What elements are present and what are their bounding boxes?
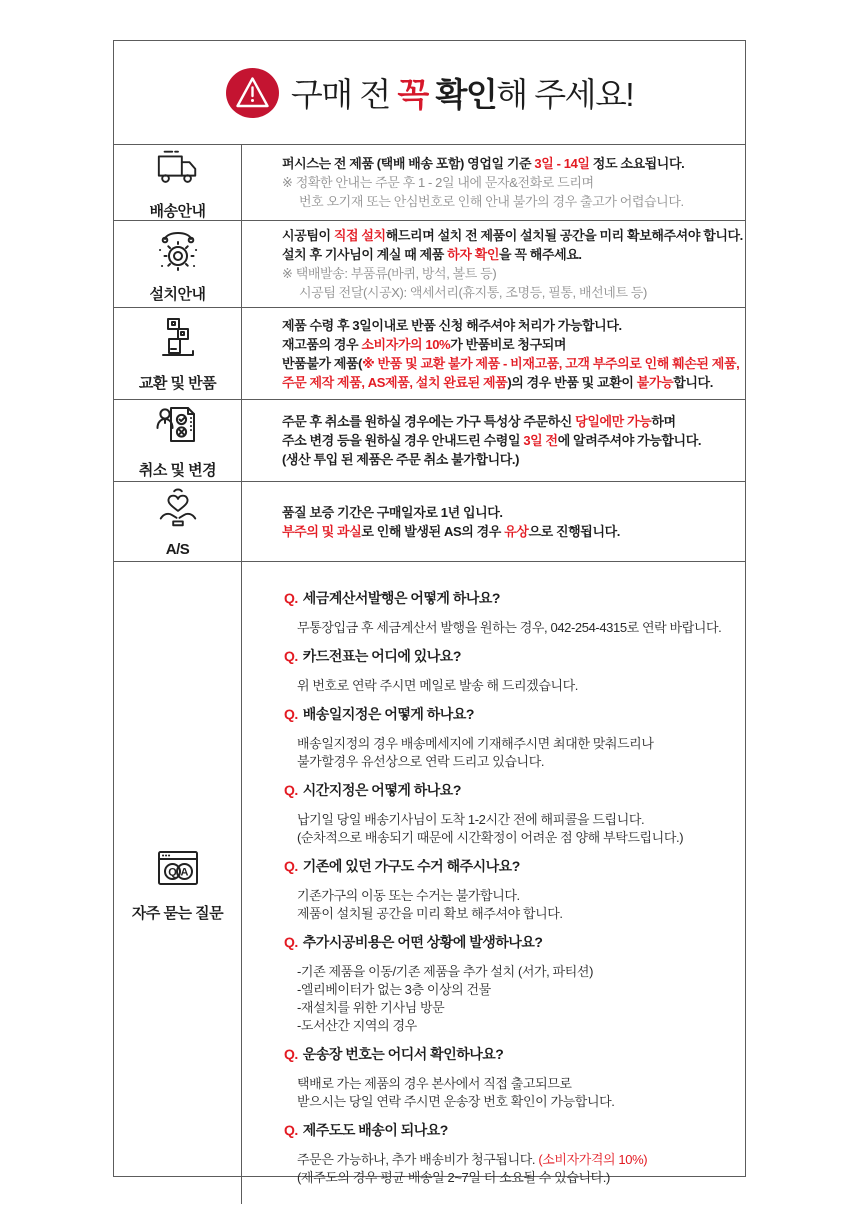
- faq-answer-line: [297, 1151, 737, 1169]
- notice-header: [114, 41, 745, 145]
- faq-answer: [297, 619, 737, 637]
- faq-answer-line: [297, 1093, 737, 1111]
- faq-answer-line: [297, 677, 737, 695]
- faq-question: [284, 1120, 737, 1140]
- text-segment: 하며: [651, 414, 676, 429]
- text-segment: 제품 수령 후 3일이내로 반품 신청 해주셔야 처리가 가능합니다.: [282, 317, 622, 333]
- text-segment: 로 인해 발생된 AS의 경우: [361, 523, 505, 539]
- section-label-cancel: 취소 및 변경: [138, 462, 217, 479]
- text-segment: -도서산간 지역의 경우: [297, 1018, 417, 1033]
- section-label-delivery: 배송안내: [149, 203, 206, 220]
- faq-answer: [297, 963, 737, 1035]
- section-text-cancel: [242, 400, 745, 481]
- text-segment: 구매 전: [290, 76, 398, 113]
- boxes-icon: [154, 314, 202, 367]
- purchase-notice-sheet: [113, 40, 746, 1185]
- text-segment: 불가능: [636, 374, 674, 390]
- faq-question: [284, 588, 737, 608]
- qa-window-icon: [154, 844, 202, 897]
- section-label-faq: 자주 묻는 질문: [131, 904, 224, 922]
- text-segment: 배송일지정의 경우 배송메세지에 기재해주시면 최대한 맞춰드리나: [297, 736, 654, 751]
- notice-rows: [114, 145, 745, 1204]
- faq-question-text: 추가시공비용은 어떤 상황에 발생하나요?: [302, 934, 543, 950]
- text-segment: -기존 제품을 이동/기존 제품을 추가 설치 (서가, 파티션): [297, 964, 594, 979]
- text-segment: 해드리며 설치 전 제품이 설치될 공간을 미리 확보해주셔야 합니다.: [385, 228, 743, 243]
- faq-question: [284, 646, 737, 666]
- hands-heart-icon: [155, 485, 201, 536]
- text-segment: ※ 정확한 안내는 주문 후 1 - 2일 내에 문자&전화로 드리며: [282, 175, 594, 190]
- text-segment: 설치 후 기사님이 계실 때 제품: [282, 247, 448, 262]
- section-label-install: 설치안내: [149, 285, 206, 303]
- text-segment: 주문 후 취소를 원하실 경우에는 가구 특성상 주문하신: [282, 414, 576, 429]
- section-text-install: [242, 221, 753, 307]
- faq-answer-line: [297, 1169, 737, 1187]
- section-text-line: [282, 264, 743, 283]
- text-segment: 품질 보증 기간은 구매일자로 1년 입니다.: [282, 504, 503, 520]
- icon-cell-faq: [114, 562, 242, 1204]
- text-segment: 꼭: [397, 76, 428, 113]
- section-as: [114, 482, 745, 562]
- section-return: [114, 308, 745, 400]
- text-segment: 직접 설치: [333, 228, 386, 243]
- text-segment: (소비자가격의 10%): [538, 1152, 648, 1167]
- faq-q-prefix: Q.: [284, 782, 298, 798]
- section-text-line: [282, 522, 735, 541]
- text-segment: 시공팀이: [282, 228, 334, 243]
- section-text-line: [282, 192, 735, 211]
- text-segment: 재고품의 경우: [282, 336, 362, 352]
- faq-q-prefix: Q.: [284, 1122, 298, 1138]
- faq-answer: [297, 887, 737, 923]
- page-title: [291, 69, 633, 116]
- faq-answer-line: [297, 999, 737, 1017]
- text-segment: 주소 변경 등을 원하실 경우 안내드린 수령일: [282, 433, 524, 448]
- text-segment: 에 알려주셔야 가능합니다.: [557, 433, 702, 448]
- text-segment: 합니다.: [673, 374, 713, 390]
- text-segment: ※ 반품 및 교환 불가 제품 - 비재고품, 고객 부주의로 인해 훼손된 제품,: [362, 355, 740, 371]
- icon-cell-return: [114, 308, 242, 399]
- faq-answer-line: [297, 905, 737, 923]
- section-text-delivery: [242, 145, 745, 220]
- text-segment: 반품불가 제품(: [282, 355, 363, 371]
- section-label-return: 교환 및 반품: [138, 375, 217, 392]
- faq-answer: [297, 735, 737, 771]
- text-segment: 받으시는 당일 연락 주시면 운송장 번호 확인이 가능합니다.: [297, 1094, 615, 1109]
- text-segment: 위 번호로 연락 주시면 메일로 발송 해 드리겠습니다.: [297, 678, 579, 693]
- faq-q-prefix: Q.: [284, 590, 298, 606]
- faq-answer-line: [297, 981, 737, 999]
- text-segment: 해 주세요!: [496, 76, 634, 113]
- text-segment: 택배로 가는 제품의 경우 본사에서 직접 출고되므로: [297, 1076, 572, 1091]
- section-text-line: [282, 316, 739, 335]
- faq-answer-line: [297, 1075, 737, 1093]
- text-segment: 확인: [435, 76, 497, 113]
- faq-q-prefix: Q.: [284, 858, 298, 874]
- text-segment: 제품이 설치될 공간을 미리 확보 해주셔야 합니다.: [297, 906, 563, 921]
- faq-question-text: 세금계산서발행은 어떻게 하나요?: [302, 590, 500, 606]
- text-segment: 정도 소요됩니다.: [589, 156, 685, 171]
- text-segment: 유상: [504, 523, 529, 539]
- text-segment: 으로 진행됩니다.: [528, 523, 620, 539]
- section-cancel: [114, 400, 745, 482]
- text-segment: 가 반품비로 청구되며: [450, 336, 567, 352]
- section-text-line: [282, 245, 743, 264]
- section-text-line: [282, 354, 739, 373]
- text-segment: )의 경우 반품 및 교환이: [507, 374, 637, 390]
- text-segment: 무통장입금 후 세금계산서 발행을 원하는 경우, 042-254-4315로 연락 바랍니다.: [297, 620, 722, 635]
- icon-cell-install: [114, 221, 242, 307]
- section-label-as: A/S: [165, 541, 190, 558]
- text-segment: 을 꼭 해주세요.: [499, 247, 582, 262]
- faq-question-text: 배송일지정은 어떻게 하나요?: [302, 706, 474, 722]
- faq-list: [242, 562, 745, 1204]
- faq-answer-line: [297, 619, 737, 637]
- text-segment: 당일에만 가능: [575, 414, 652, 429]
- text-segment: 3일 - 14일: [534, 156, 590, 171]
- svg-text:Q: Q: [167, 866, 177, 878]
- faq-answer-line: [297, 887, 737, 905]
- text-segment: 시공팀 전달(시공X): 액세서리(휴지통, 조명등, 필통, 배선네트 등): [299, 285, 647, 300]
- person-document-icon: [154, 401, 202, 454]
- faq-q-prefix: Q.: [284, 934, 298, 950]
- faq-answer-line: [297, 735, 737, 753]
- faq-answer: [297, 677, 737, 695]
- section-text-line: [282, 226, 743, 245]
- section-text-line: [282, 335, 739, 354]
- text-segment: (생산 투입 된 제품은 주문 취소 불가합니다.): [282, 452, 520, 467]
- faq-answer-line: [297, 1017, 737, 1035]
- text-segment: 부주의 및 과실: [282, 523, 362, 539]
- section-text-return: [242, 308, 749, 399]
- text-segment: 주문 제작 제품, AS제품, 설치 완료된 제품: [282, 374, 508, 390]
- text-segment: 기존가구의 이동 또는 수거는 불가합니다.: [297, 888, 520, 903]
- faq-question-text: 운송장 번호는 어디서 확인하나요?: [302, 1046, 504, 1062]
- faq-q-prefix: Q.: [284, 706, 298, 722]
- text-segment: (제주도의 경우 평균 배송일 2~7일 더 소요될 수 있습니다.): [297, 1170, 610, 1185]
- section-text-line: [282, 450, 735, 469]
- section-install: [114, 221, 745, 308]
- text-segment: 납기일 당일 배송기사님이 도착 1-2시간 전에 해피콜을 드립니다.: [297, 812, 645, 827]
- text-segment: 소비자가의 10%: [361, 336, 451, 352]
- text-segment: 주문은 가능하나, 추가 배송비가 청구됩니다.: [297, 1152, 539, 1167]
- faq-question: [284, 780, 737, 800]
- faq-answer: [297, 811, 737, 847]
- section-text-line: [282, 503, 735, 522]
- faq-question-text: 기존에 있던 가구도 수거 해주시나요?: [302, 858, 520, 874]
- faq-answer-line: [297, 811, 737, 829]
- text-segment: (순차적으로 배송되기 때문에 시간확정이 어려운 점 양해 부탁드립니다.): [297, 830, 684, 845]
- faq-answer-line: [297, 963, 737, 981]
- text-segment: 3일 전: [523, 433, 558, 448]
- text-segment: -재설치를 위한 기사님 방문: [297, 1000, 445, 1015]
- section-text-line: [282, 431, 735, 450]
- faq-q-prefix: Q.: [284, 1046, 298, 1062]
- section-text-as: [242, 482, 745, 561]
- section-text-line: [282, 154, 735, 173]
- faq-answer-line: [297, 753, 737, 771]
- faq-question-text: 제주도도 배송이 되나요?: [302, 1122, 448, 1138]
- section-text-line: [282, 283, 743, 302]
- faq-q-prefix: Q.: [284, 648, 298, 664]
- section-faq: [114, 562, 745, 1204]
- truck-icon: [155, 144, 201, 195]
- section-text-line: [282, 373, 739, 392]
- text-segment: -엘리베이터가 없는 3층 이상의 건물: [297, 982, 491, 997]
- faq-question-text: 카드전표는 어디에 있나요?: [302, 648, 461, 664]
- faq-question-text: 시간지정은 어떻게 하나요?: [302, 782, 461, 798]
- text-segment: ※ 택배발송: 부품류(바퀴, 방석, 볼트 등): [282, 266, 497, 281]
- faq-question: [284, 1044, 737, 1064]
- icon-cell-delivery: [114, 145, 242, 220]
- text-segment: 퍼시스는 전 제품 (택배 배송 포함) 영업일 기준: [282, 156, 535, 171]
- text-segment: 하자 확인: [447, 247, 500, 262]
- gear-wrench-icon: [154, 225, 202, 278]
- faq-answer-line: [297, 829, 737, 847]
- icon-cell-cancel: [114, 400, 242, 481]
- icon-cell-as: [114, 482, 242, 561]
- faq-question: [284, 932, 737, 952]
- svg-text:A: A: [180, 866, 188, 878]
- section-text-line: [282, 412, 735, 431]
- section-delivery: [114, 145, 745, 221]
- faq-question: [284, 704, 737, 724]
- text-segment: 불가할경우 유선상으로 연락 드리고 있습니다.: [297, 754, 545, 769]
- faq-question: [284, 856, 737, 876]
- warning-triangle-icon: [226, 68, 279, 118]
- text-segment: 번호 오기재 또는 안심번호로 인해 안내 불가의 경우 출고가 어렵습니다.: [299, 194, 684, 209]
- faq-answer: [297, 1151, 737, 1187]
- faq-answer: [297, 1075, 737, 1111]
- section-text-line: [282, 173, 735, 192]
